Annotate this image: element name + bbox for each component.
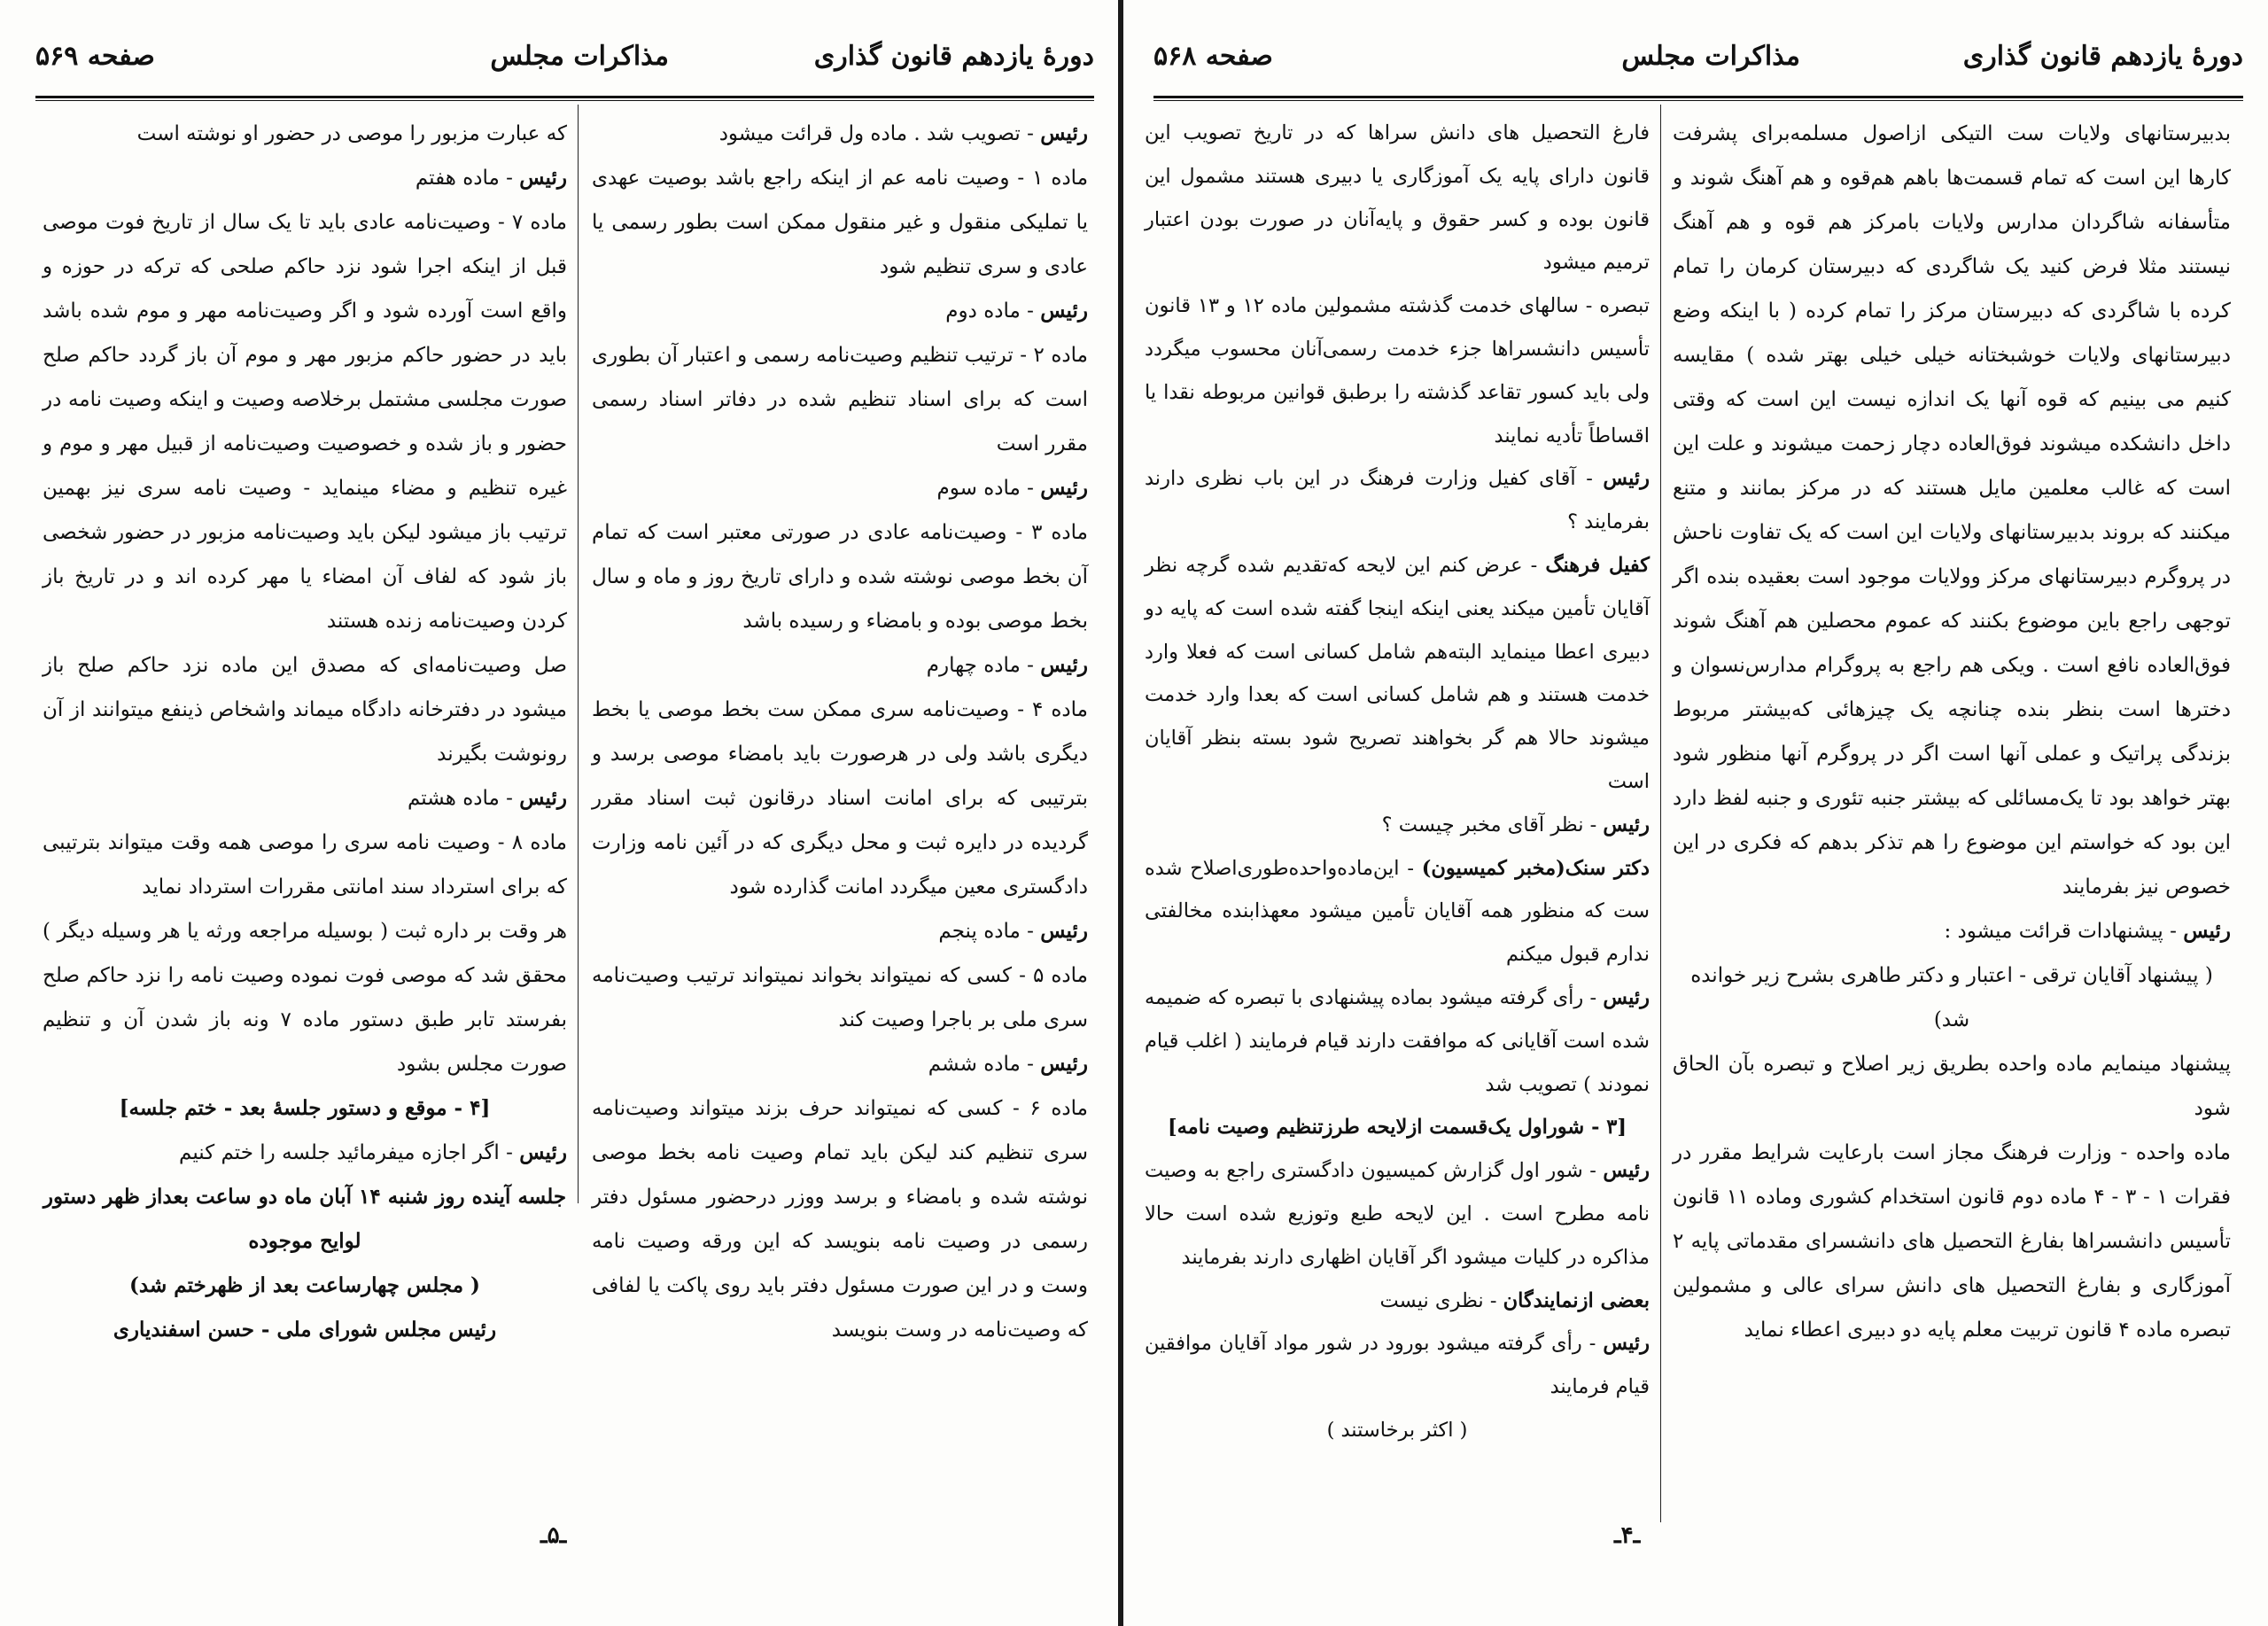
column-divider — [578, 105, 579, 1203]
speaker-name: رئیس — [1040, 919, 1088, 943]
paragraph — [43, 776, 567, 821]
paragraph-text: - نظر آقای مخبر چیست ؟ — [1381, 813, 1604, 836]
paragraph-text: بدبیرستانهای ولایات ست التیکی ازاصول مسلمه‌برای پشرفت کارها این است که تمام قسمت‌ها باهم هم‌قوه و هم آهنگ شوند و متأسفانه شاگردان مدارس ولایات بامرکز هم قوه و هم آهنگ نیستند مثلا فرض کنید یک شاگردی که دبیرستان کرمان را تمام کرده با شاگردی که دبیرستان مرکز را تمام کرده ( با اینکه وضع دبیرستانهای ولایات خوشبختانه خیلی خیلی بهتر شده ) مقایسه کنیم می بینیم که قوه آنها یک اندازه نیست این است که وقتی داخل دانشکده میشوند فوق‌العاده دچار زحمت میشوند و علت این است که غالب معلمین مایل هستند که در مرکز بمانند و متنع میکنند که بروند بدبیرستانهای ولایات این است که یک تفاوت ناحش در پروگرم دبیرستانهای مرکز وولایات موجود است بعقیده بنده اگر توجهی راجع باین موضوع بکنند که عموم محصلین هم آهنگ شوند فوق‌العاده نافع است . ویکی هم راجع به پروگرام مدارس‌نسوان و دخترها است بنظر بنده چنانچه یک چیزهائی که‌بیشتر مربوط بزندگی پراتیک و عملی آنها است اگر در پروگرم آنها منظور شود بهتر خواهد بود تا یک‌مسائلی که بیشتر جنبه تئوری و جنبه لفظ دارد این بود که خواستم این موضوع را هم تذکر بدهم که فکری در این خصوص نیز بفرمایند — [1673, 122, 2231, 899]
speaker-name: رئیس — [2183, 919, 2231, 943]
paragraph — [592, 112, 1088, 156]
paragraph-text: ماده ۴ - وصیت‌نامه سری ممکن ست بخط موصی یا بخط دیگری باشد ولی در هرصورت باید بامضاء موصی برسد و بترتیبی که برای امانت اسناد درقانون ثبت اسناد مقرر گردیده در دایره ثبت و محل دیگری که در آئین نامه وزارت دادگستری معین میگردد امانت گذارده شود — [592, 698, 1088, 899]
header-rule — [1153, 96, 2243, 98]
right-page — [1118, 0, 2268, 1626]
right-page-right-column — [1673, 112, 2231, 1352]
paragraph — [1145, 847, 1650, 976]
right-page-header — [1153, 41, 2243, 96]
paragraph-text: جلسه آینده روز شنبه ۱۴ آبان ماه دو ساعت بعداز ظهر دستور لوایح موجوده — [43, 1185, 567, 1253]
left-page-left-column — [43, 112, 567, 1352]
paragraph-text: - ماده سوم — [936, 477, 1041, 500]
paragraph — [592, 466, 1088, 510]
paragraph-text: ماده ۳ - وصیت‌نامه عادی در صورتی معتبر است که تمام آن بخط موصی نوشته شده و دارای تاریخ روز و ماه و سال بخط موصی بوده و بامضاء و رسیده باشد — [592, 521, 1089, 633]
paragraph-text: - اگر اجازه میفرمائید جلسه را ختم کنیم — [179, 1141, 520, 1164]
paragraph — [592, 688, 1088, 909]
paragraph-text: - ماده هشتم — [407, 787, 520, 810]
paragraph — [1145, 112, 1650, 284]
paragraph-text: ماده ۸ - وصیت نامه سری را موصی همه وقت میتواند بترتیبی که برای استرداد سند امانتی مقررات استرداد نماید — [43, 831, 567, 899]
page-folio: ـ۴ـ — [1614, 1522, 1641, 1549]
speaker-name: دکتر سنک(مخبر کمیسیون) — [1421, 856, 1650, 880]
header-rule-thin — [35, 100, 1094, 101]
paragraph — [43, 909, 567, 1086]
column-divider — [1660, 105, 1661, 1522]
paragraph — [592, 1042, 1088, 1086]
paragraph-text: - رأی گرفته میشود بماده پیشنهادی با تبصره که ضمیمه شده است آقایانی که موافقت دارند قیام فرمایند ( اغلب قیام نمودند ) تصویب شد — [1145, 985, 1650, 1096]
paragraph — [592, 643, 1088, 688]
paragraph-text: ماده ۲ - ترتیب تنظیم وصیت‌نامه رسمی و اعتبار آن بطوری است که برای اسناد تنظیم شده در دفاتر اسناد رسمی مقرر است — [592, 344, 1088, 455]
paragraph-text: پیشنهاد مینمایم ماده واحده بطریق زیر اصلاح و تبصره بآن الحاق شود — [1673, 1053, 2231, 1120]
paragraph-text: هر وقت بر داره ثبت ( بوسیله مراجعه ورثه یا هر وسیله دیگر ) محقق شد که موصی فوت نموده وصیت نامه را نزد حاکم صلح بفرستد تابر طبق دستور ماده ۷ ونه باز شدن آن و تنظیم صورت مجلس بشود — [43, 920, 567, 1076]
paragraph-text: ماده ۷ - وصیت‌نامه عادی باید تا یک سال از تاریخ فوت موصی قبل از اینکه اجرا شود نزد حاکم صلحی که ترکه در حوزه و واقع است آورده شود و اگر وصیت‌نامه مهر و موم شده باشد باید در حضور حاکم مزبور مهر و موم آن باز گردد حاکم صلح صورت مجلسی مشتمل برخلاصه وصیت و اینکه وصیت نامه در حضور و باز شده و خصوصیت وصیت‌نامه از قبیل مهر و موم و غیره تنظیم و مضاء مینماید - وصیت نامه سری نیز بهمین ترتیب باز میشود لیکن باید وصیت‌نامه مزبور در حضور شخصی باز شود که لفاف آن امضاء یا مهر کرده اند و در تاریخ باز کردن وصیت‌نامه زنده هستند — [43, 211, 567, 633]
series-title: دورهٔ یازدهم قانون گذاری — [1962, 41, 2243, 72]
speaker-name: رئیس — [1040, 1052, 1088, 1076]
paragraph — [43, 643, 567, 776]
paragraph — [592, 953, 1088, 1042]
page-label: صفحه ۵۶۹ — [35, 41, 155, 72]
paragraph — [1145, 1409, 1650, 1452]
speaker-name: رئیس — [1603, 1159, 1650, 1183]
paragraph-text: تبصره - سالهای خدمت گذشته مشمولین ماده ۱۲ و ۱۳ قانون تأسیس دانشسراها جزء خدمت رسمی‌آنان محسوب میگردد ولی باید کسور تقاعد گذشته را برطبق قوانین مربوطه نقدا یا اقساطاً تأدیه نمایند — [1145, 294, 1651, 447]
paragraph — [43, 1175, 567, 1264]
right-page-left-column — [1145, 112, 1650, 1452]
paragraph-text: ماده واحده - وزارت فرهنگ مجاز است بارعایت شرایط مقرر در فقرات ۱ - ۳ - ۴ ماده دوم قانون استخدام کشوری وماده ۱۱ قانون تأسیس دانشسراها بفارغ التحصیل های دانشسرای مقدماتی پایه ۲ آموزگاری و بفارغ التحصیل های دانش سرای عالی و مشمولین تبصره ماده ۴ قانون تربیت معلم پایه دو دبیری اعطاء نماید — [1673, 1141, 2231, 1342]
speaker-name: رئیس — [519, 166, 567, 190]
paragraph — [43, 1264, 567, 1308]
speaker-name: کفیل فرهنگ — [1545, 553, 1650, 577]
paragraph-text: صل وصیت‌نامه‌ای که مصدق این ماده نزد حاکم صلح باز میشود در دفترخانه دادگاه میماند واشخاص ذینفع میتوانند از آن رونوشت بگیرند — [43, 654, 567, 766]
paragraph-text: - عرض کنم این لایحه که‌تقدیم شده گرچه نظر آقایان تأمین میکند یعنی اینکه اینجا گفته شده است که پایه دو دبیری اعطا مینماید البته‌هم شامل کسانی است که فعلا وارد خدمت هستند و هم شامل کسانی است که بعدا وارد خدمت میشوند حالا هم گر بخواهند تصریح شود بسته بنظر آقایان است — [1145, 553, 1650, 793]
paragraph — [43, 200, 567, 643]
paragraph — [1145, 544, 1650, 804]
center-title: مذاکرات مجلس — [1621, 41, 1800, 72]
paragraph — [1145, 1280, 1650, 1323]
paragraph-text: - ماده ششم — [928, 1053, 1041, 1076]
paragraph — [1673, 953, 2231, 1042]
paragraph — [1673, 909, 2231, 953]
paragraph — [1145, 457, 1650, 544]
paragraph-text: - آقای کفیل وزارت فرهنگ در این باب نظری دارند بفرمایند ؟ — [1145, 467, 1650, 534]
paragraph-text: که عبارت مزبور را موصی در حضور او نوشته است — [136, 122, 567, 145]
paragraph — [43, 821, 567, 909]
center-title: مذاکرات مجلس — [490, 41, 669, 72]
paragraph — [1145, 1106, 1650, 1149]
speaker-name: رئیس — [1603, 985, 1650, 1009]
paragraph — [1673, 112, 2231, 909]
series-title: دورهٔ یازدهم قانون گذاری — [813, 41, 1094, 72]
paragraph — [43, 1131, 567, 1175]
paragraph — [1145, 284, 1650, 457]
paragraph-text: - پیشنهادات قرائت میشود : — [1944, 920, 2184, 943]
paragraph — [43, 156, 567, 200]
paragraph — [1145, 976, 1650, 1106]
paragraph-text: ( پیشنهاد آقایان ترقی - اعتبار و دکتر طاهری بشرح زیر خوانده شد) — [1690, 964, 2213, 1031]
paragraph-text: فارغ التحصیل های دانش سراها که در تاریخ تصویب این قانون دارای پایه یک آموزگاری یا دبیری هستند مشمول این قانون بوده و کسر حقوق و پایه‌آنان در صورت بودن اعتبار ترمیم میشود — [1145, 121, 1650, 275]
paragraph — [1145, 804, 1650, 847]
paragraph — [592, 333, 1088, 466]
paragraph — [592, 1086, 1088, 1352]
paragraph-text: - این‌ماده‌واحده‌طوری‌اصلاح شده ست که منظور همه آقایان تأمین میشود معهذابنده مخالفتی ندارم قبول میکنم — [1145, 856, 1650, 967]
speaker-name: رئیس — [1040, 653, 1088, 677]
page-folio: ـ۵ـ — [540, 1522, 567, 1549]
paragraph-text: - تصویب شد . ماده ول قرائت میشود — [718, 122, 1041, 145]
speaker-name: رئیس — [1603, 1332, 1650, 1356]
paragraph-text: - شور اول گزارش کمیسیون دادگستری راجع به وصیت نامه مطرح است . این لایحه طبع وتوزیع شده است حالا مذاکره در کلیات میشود اگر آقایان اظهاری دارند بفرمایند — [1145, 1159, 1650, 1269]
paragraph — [1145, 1149, 1650, 1279]
left-page-right-column — [592, 112, 1088, 1352]
speaker-name: رئیس — [1040, 476, 1088, 500]
paragraph-text: - ماده چهارم — [926, 654, 1041, 677]
paragraph-text: ( اکثر برخاستند ) — [1326, 1418, 1468, 1442]
paragraph — [1673, 1131, 2231, 1352]
paragraph — [1673, 1042, 2231, 1131]
paragraph-text: ( مجلس چهارساعت بعد از ظهرختم شد) — [129, 1273, 480, 1297]
paragraph — [1145, 1322, 1650, 1409]
paragraph-text: - نظری نیست — [1379, 1288, 1503, 1312]
paragraph-text: - رأی گرفته میشود بورود در شور مواد آقایان موافقین قیام فرمایند — [1145, 1332, 1650, 1399]
paragraph — [592, 156, 1088, 289]
header-rule-thin — [1153, 100, 2243, 101]
speaker-name: رئیس — [519, 1140, 567, 1164]
paragraph-text: ماده ۶ - کسی که نمیتواند حرف بزند میتواند وصیت‌نامه سری تنظیم کند لیکن باید تمام وصیت نامه بخط موصی نوشته شده و بامضاء و برسد ووزر درحضور مسئول دفتر رسمی در وصیت نامه بنویسد که این ورقه وصیت نامه وست و در این صورت مسئول دفتر باید روی پاکت یا لفافی که وصیت‌نامه در وست بنویسد — [592, 1097, 1088, 1342]
page-label: صفحه ۵۶۸ — [1153, 41, 1273, 72]
paragraph — [592, 289, 1088, 333]
paragraph-text: ماده ۵ - کسی که نمیتواند بخواند نمیتواند ترتیب وصیت‌نامه سری ملی بر باجرا وصیت کند — [592, 964, 1088, 1031]
left-page-header — [35, 41, 1094, 96]
speaker-name: رئیس — [519, 786, 567, 810]
left-page — [0, 0, 1118, 1626]
paragraph — [43, 112, 567, 156]
paragraph-text: - ماده هفتم — [415, 167, 520, 190]
paragraph — [43, 1086, 567, 1131]
paragraph — [43, 1308, 567, 1352]
paragraph — [592, 909, 1088, 953]
paragraph-text: [۴ - موقع و دستور جلسهٔ بعد - ختم جلسه] — [119, 1096, 491, 1120]
header-rule — [35, 96, 1094, 98]
paragraph-text: - ماده پنجم — [938, 920, 1041, 943]
speaker-name: رئیس — [1040, 299, 1088, 323]
paragraph-text: [۳ - شوراول یک‌قسمت ازلایحه طرزتنظیم وصیت نامه] — [1167, 1116, 1627, 1140]
speaker-name: رئیس — [1040, 121, 1088, 145]
speaker-name: بعضی ازنمایندگان — [1503, 1288, 1650, 1312]
speaker-name: رئیس — [1603, 467, 1650, 491]
paragraph — [592, 510, 1088, 643]
paragraph-text: رئیس مجلس شورای ملی - حسن اسفندیاری — [113, 1318, 497, 1342]
speaker-name: رئیس — [1603, 813, 1650, 836]
paragraph-text: ماده ۱ - وصیت نامه عم از اینکه راجع باشد بوصیت عهدی یا تملیکی منقول و غیر منقول ممکن است بطور رسمی یا عادی و سری تنظیم شود — [592, 167, 1089, 278]
paragraph-text: - ماده دوم — [945, 300, 1041, 323]
